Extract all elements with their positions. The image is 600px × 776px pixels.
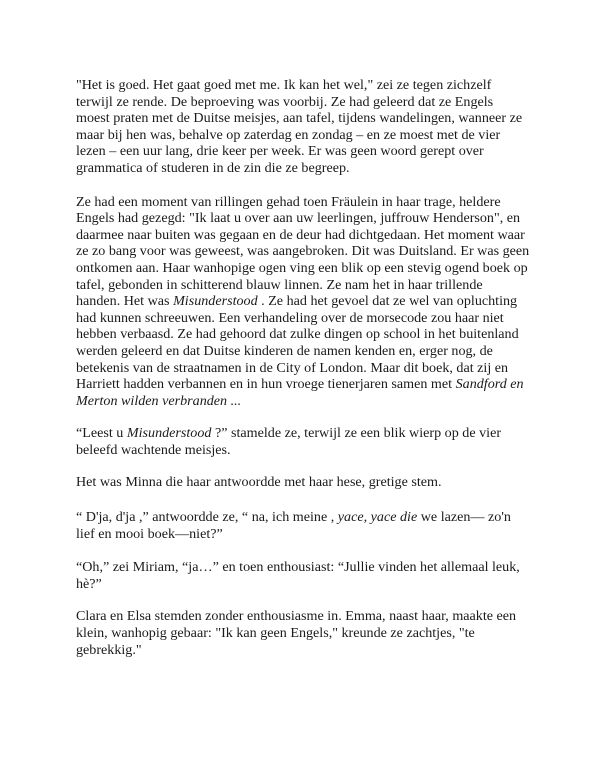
paragraph-6 — [76, 559, 530, 592]
text-run: "Het is goed. Het gaat goed met me. Ik kan het wel," zei ze tegen zichzelf terwijl ze rende. De beproeving was voorbij. Ze had geleerd dat ze Engels moest praten met de Duitse meisjes, aan tafel, tijdens wandelingen, wanneer ze maar bij hen was, behalve op zaterdag en zondag – en ze moest met de vier lezen – een uur lang, drie keer per week. Er was geen woord gerept over grammatica of studeren in de zin die ze begreep. — [76, 77, 523, 176]
book-title-italic: Misunderstood — [173, 293, 258, 310]
german-phrase-italic: yace, yace die — [337, 509, 418, 526]
text-run: “Leest u — [76, 425, 127, 442]
text-run: we lazen— zo'n lief en mooi boek—niet?” — [76, 509, 511, 542]
text-run: “Oh,” zei Miriam, “ja…” en toen enthousiast: “Jullie vinden het allemaal leuk, hè?” — [76, 559, 520, 592]
text-run: “ D'ja, d'ja ,” antwoordde ze, “ na, ich meine , — [76, 509, 338, 526]
text-run: ?” stamelde ze, terwijl ze een blik wierp op de vier beleefd wachtende meisjes. — [76, 425, 502, 458]
text-run: . Ze had het gevoel dat ze wel van opluchting had kunnen schreeuwen. Een verhandeling over de morsecode zou haar niet hebben verbaasd. Ze had gehoord dat zulke dingen op school in het buitenland werden geleerd en dat Duitse kinderen de namen kenden en, erger nog, de betekenis van de straatnamen in de City of London. Maar dit boek, dat zij en Harriett hadden verbannen en in hun vroege tienerjaren samen met — [76, 293, 519, 393]
paragraph-4 — [76, 474, 530, 491]
paragraph-5 — [76, 509, 530, 542]
paragraph-3 — [76, 425, 530, 458]
paragraph-1 — [76, 77, 530, 177]
book-title-italic: Sandford en Merton wilden verbranden ... — [76, 376, 524, 409]
paragraph-7 — [76, 608, 530, 658]
text-run: Het was Minna die haar antwoordde met haar hese, gretige stem. — [76, 474, 442, 491]
text-run: Clara en Elsa stemden zonder enthousiasme in. Emma, naast haar, maakte een klein, wanhopig gebaar: "Ik kan geen Engels," kreunde ze zachtjes, "te gebrekkig." — [76, 608, 517, 658]
text-run: Ze had een moment van rillingen gehad toen Fräulein in haar trage, heldere Engels had gezegd: "Ik laat u over aan uw leerlingen, juffrouw Henderson", en daarmee naar buiten was gegaan en de deur had dichtgedaan. Het moment waar ze zo bang voor was geweest, was aangebroken. Dit was Duitsland. Er was geen ontkomen aan. Haar wanhopige ogen ving een blik op een stevig ogend boek op tafel, gebonden in schitterend blauw linnen. Ze nam het in haar trillende handen. Het was — [76, 193, 530, 310]
paragraph-2 — [76, 194, 530, 410]
book-title-italic: Misunderstood — [126, 425, 212, 442]
